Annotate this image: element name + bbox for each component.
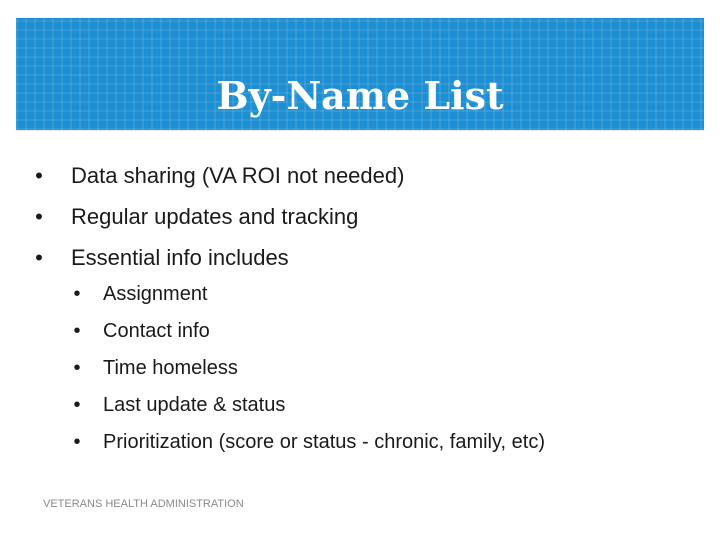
sub-bullet-text: Prioritization (score or status - chronic, family, etc) (103, 431, 545, 453)
bullet-item (32, 237, 404, 278)
bullet-marker: • (35, 163, 43, 188)
sub-bullet-marker: • (73, 283, 81, 305)
sub-bullet-text: Last update & status (103, 394, 286, 416)
bullet-item (32, 196, 404, 237)
bullet-text: Regular updates and tracking (71, 204, 359, 229)
sub-bullet-marker: • (73, 394, 81, 416)
sub-bullet-marker: • (73, 357, 81, 379)
bullet-text: Essential info includes (71, 245, 289, 270)
slide-title: By-Name List (216, 73, 504, 118)
sub-bullet-text: Contact info (103, 320, 210, 342)
sub-bullet-list (70, 276, 545, 461)
sub-bullet-marker: • (73, 431, 81, 453)
sub-bullet-text: Time homeless (103, 357, 238, 379)
bullet-item (32, 155, 404, 196)
footer-label: VETERANS HEALTH ADMINISTRATION (43, 498, 244, 510)
sub-bullet-item (70, 276, 545, 313)
sub-bullet-item (70, 387, 545, 424)
bullet-text: Data sharing (VA ROI not needed) (71, 163, 405, 188)
sub-bullet-item (70, 350, 545, 387)
sub-bullet-marker: • (73, 320, 81, 342)
bullet-marker: • (35, 204, 43, 229)
bullet-list (32, 155, 404, 278)
bullet-marker: • (35, 245, 43, 270)
sub-bullet-text: Assignment (103, 283, 208, 305)
sub-bullet-item (70, 313, 545, 350)
sub-bullet-item (70, 424, 545, 461)
